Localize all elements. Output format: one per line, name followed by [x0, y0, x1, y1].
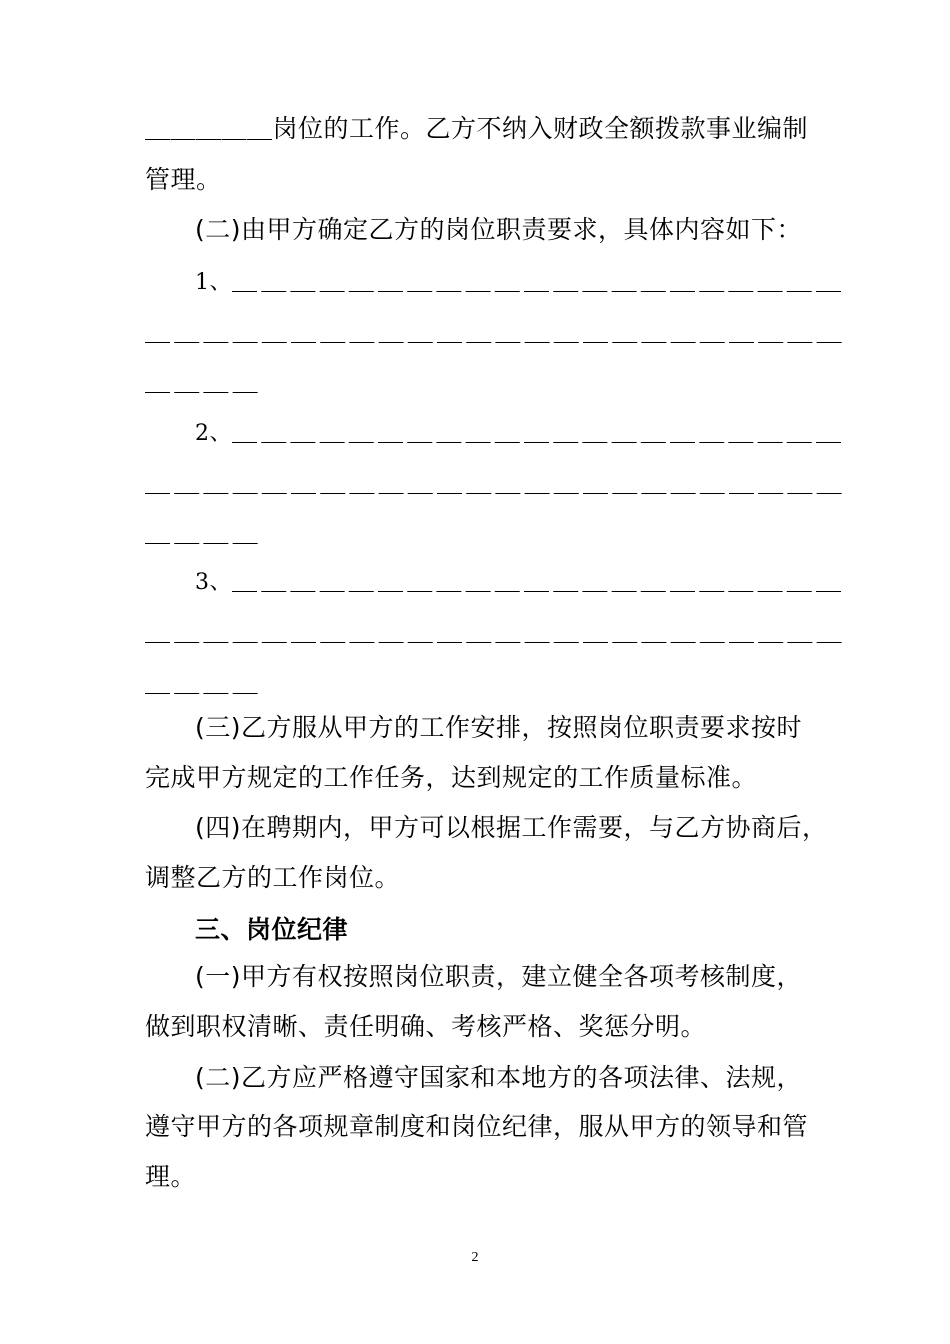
fill-in-blank: ＿＿＿＿＿＿＿＿＿＿＿＿＿＿＿＿＿＿＿＿＿ — [232, 566, 846, 595]
paragraph-line: (四)在聘期内，甲方可以根据工作需要，与乙方协商后， — [195, 813, 828, 842]
list-item-number: 2、 — [195, 421, 232, 446]
paragraph-line: 做到职权清晰、责任明确、考核严格、奖惩分明。 — [145, 1012, 707, 1041]
fill-in-blank: ＿＿＿＿＿＿＿＿＿＿＿＿＿＿＿＿＿＿＿＿＿ — [232, 417, 846, 446]
list-item-2 — [195, 417, 845, 449]
paragraph-line: 完成甲方规定的工作任务，达到规定的工作质量标准。 — [145, 763, 758, 792]
paragraph-line: 遵守甲方的各项规章制度和岗位纪律，服从甲方的领导和管 — [145, 1112, 809, 1141]
paragraph-line: 理。 — [145, 1162, 197, 1191]
paragraph-line: (二)乙方应严格遵守国家和本地方的各项法律、法规， — [195, 1063, 803, 1092]
fill-in-blank: ＿＿＿＿＿＿＿＿＿＿＿＿＿＿＿＿＿＿＿＿＿＿＿＿ — [145, 317, 846, 346]
list-item-3 — [195, 566, 845, 598]
paragraph-line: (三)乙方服从甲方的工作安排，按照岗位职责要求按时 — [195, 713, 803, 742]
fill-in-blank: ＿＿＿＿＿＿＿＿＿＿＿＿＿＿＿＿＿＿＿＿＿＿＿＿ — [145, 617, 846, 646]
fill-in-blank: ＿＿＿＿ — [145, 668, 262, 697]
page-number: 2 — [471, 1250, 479, 1265]
fill-in-blank: ＿＿＿＿ — [145, 367, 262, 396]
paragraph-line: (一)甲方有权按照岗位职责，建立健全各项考核制度， — [195, 962, 803, 991]
paragraph-line: ＿＿＿＿＿岗位的工作。乙方不纳入财政全额拨款事业编制 — [145, 114, 809, 143]
list-item-1 — [195, 266, 845, 298]
paragraph-line: 调整乙方的工作岗位。 — [145, 863, 401, 892]
list-item-number: 1、 — [195, 270, 232, 295]
paragraph-line: (二)由甲方确定乙方的岗位职责要求，具体内容如下： — [195, 215, 803, 244]
fill-in-blank: ＿＿＿＿＿＿＿＿＿＿＿＿＿＿＿＿＿＿＿＿＿ — [232, 266, 846, 295]
list-item-number: 3、 — [195, 570, 232, 595]
section-heading: 三、岗位纪律 — [195, 915, 349, 944]
paragraph-line: 管理。 — [145, 165, 222, 194]
fill-in-blank: ＿＿＿＿＿＿＿＿＿＿＿＿＿＿＿＿＿＿＿＿＿＿＿＿ — [145, 468, 846, 497]
fill-in-blank: ＿＿＿＿ — [145, 518, 262, 547]
